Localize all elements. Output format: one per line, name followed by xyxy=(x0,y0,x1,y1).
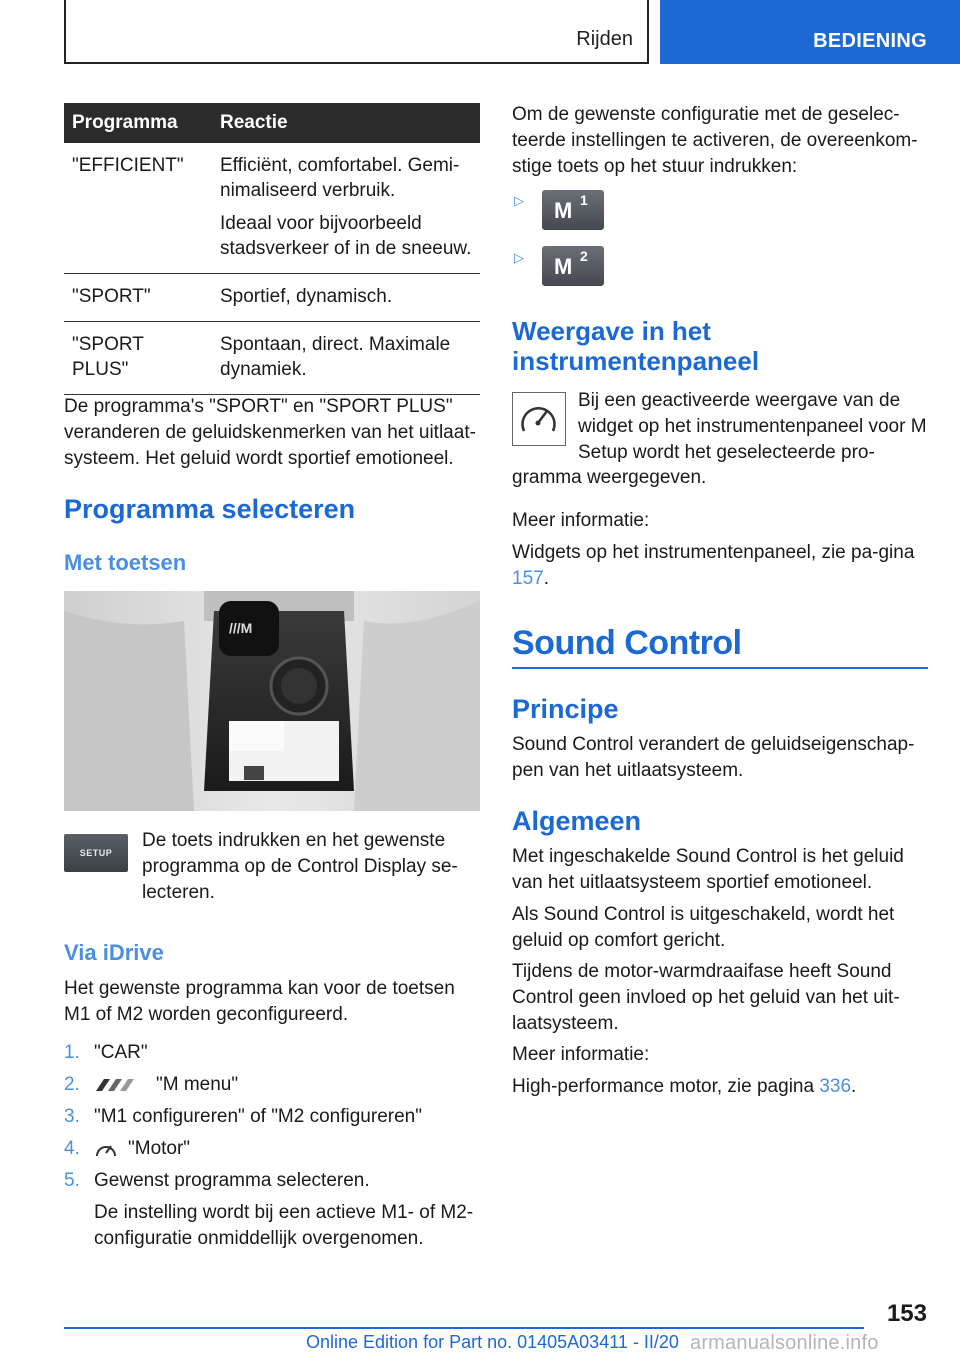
heading-via-idrive: Via iDrive xyxy=(64,940,164,965)
sound-intro-paragraph: De programma's "SPORT" en "SPORT PLUS" veranderen de geluidskenmerken van het uitlaat-systeem. Het geluid wordt sportief emotioneel. xyxy=(64,396,476,469)
config-intro-paragraph: Om de gewenste configuratie met de geselec-teerde instellingen te activeren, de overeenkom-stige toets op het stuur indrukken: xyxy=(512,104,918,177)
list-item xyxy=(64,1104,484,1130)
table-header-reaction: Reactie xyxy=(212,103,480,143)
m1-letter: M xyxy=(554,198,573,223)
page-number: 153 xyxy=(886,1300,927,1327)
gear-selector-photo xyxy=(64,591,480,811)
step-number: 4. xyxy=(64,1138,80,1159)
list-item xyxy=(64,1168,484,1252)
m2-letter: M xyxy=(554,254,573,279)
header-left-frame xyxy=(64,0,649,64)
gauge-icon xyxy=(513,393,564,444)
heading-general: Algemeen xyxy=(512,806,642,836)
program-table xyxy=(64,103,480,395)
setup-text: De toets indrukken en het gewenste programma op de Control Display se-lecteren. xyxy=(142,830,458,903)
step-number: 1. xyxy=(64,1042,80,1063)
more-info-label: Meer informatie: xyxy=(512,510,650,531)
section-label: Rijden xyxy=(576,28,633,50)
bullet-triangle-icon: ▷ xyxy=(514,193,524,208)
table-row xyxy=(64,274,480,322)
step-text: Gewenst programma selecteren. xyxy=(94,1170,370,1191)
more-info-text: Widgets op het instrumentenpaneel, zie pa-gina xyxy=(512,542,915,563)
more-info-text: High-performance motor, zie pagina xyxy=(512,1076,815,1097)
m1-number: 1 xyxy=(580,192,588,208)
table-row xyxy=(64,322,480,395)
gauge-icon-box xyxy=(512,392,566,446)
m2-number: 2 xyxy=(580,248,588,264)
step-text: "CAR" xyxy=(94,1042,148,1063)
heading-with-keys: Met toetsen xyxy=(64,550,187,575)
step-number: 3. xyxy=(64,1106,80,1127)
step-text: "M menu" xyxy=(156,1074,239,1095)
table-header-program: Programma xyxy=(64,103,212,143)
display-paragraph: Bij een geactiveerde weergave van de widget op het instrumentenpaneel voor M Setup wordt het geselecteerde pro- xyxy=(578,390,927,463)
speedometer-icon xyxy=(94,1139,118,1159)
step-number: 2. xyxy=(64,1074,80,1095)
more-info-motor: High-performance motor, zie pagina 336. xyxy=(512,1076,857,1097)
table-cell-program: "EFFICIENT" xyxy=(64,143,212,274)
chapter-label: BEDIENING xyxy=(813,30,927,52)
setup-text-line xyxy=(142,828,482,906)
more-info-widgets: Widgets op het instrumentenpaneel, zie pa-gina 157. xyxy=(512,542,915,589)
table-cell-program: "SPORT PLUS" xyxy=(64,322,212,395)
idrive-paragraph: Het gewenste programma kan voor de toetsen M1 of M2 worden geconfigureerd. xyxy=(64,978,455,1025)
footer-rule xyxy=(64,1327,864,1329)
setup-button-icon: SETUP xyxy=(64,834,128,872)
m1-button-icon xyxy=(542,190,604,230)
m-menu-icon xyxy=(94,1078,142,1092)
watermark-text: armanualsonline.info xyxy=(690,1332,879,1354)
table-cell-reaction xyxy=(212,143,480,274)
center-console-image xyxy=(64,591,480,811)
m2-button-icon xyxy=(542,246,604,286)
step-subtext: De instelling wordt bij een actieve M1- of M2-configuratie onmiddellijk overgenomen. xyxy=(94,1202,474,1249)
display-paragraph-end: gramma weergegeven. xyxy=(512,467,707,488)
heading-sound-control: Sound Control xyxy=(512,624,742,662)
reaction-text: Ideaal voor bijvoorbeeld stadsverkeer of in de sneeuw. xyxy=(220,213,472,259)
list-item xyxy=(64,1040,484,1066)
general-paragraph-2: Als Sound Control is uitgeschakeld, wordt het geluid op comfort gericht. xyxy=(512,904,895,951)
section-rule xyxy=(512,667,928,669)
reaction-text: Efficiënt, comfortabel. Gemi-nimaliseerd verbruik. xyxy=(220,155,460,201)
edition-text: Online Edition for Part no. 01405A03411 - II/20 xyxy=(306,1332,679,1352)
table-cell-program: "SPORT" xyxy=(64,274,212,322)
bullet-triangle-icon: ▷ xyxy=(514,250,524,265)
general-paragraph-1: Met ingeschakelde Sound Control is het geluid van het uitlaatsysteem sportief emotioneel. xyxy=(512,846,904,893)
heading-instrument-display: Weergave in het instrumentenpaneel xyxy=(512,316,760,376)
heading-program-select: Programma selecteren xyxy=(64,494,356,524)
heading-principle: Principe xyxy=(512,694,619,724)
header-chapter-tab xyxy=(660,0,960,64)
reaction-text: Spontaan, direct. Maximale dynamiek. xyxy=(220,334,451,380)
table-cell-reaction xyxy=(212,322,480,395)
step-text: "M1 configureren" of "M2 configureren" xyxy=(94,1106,422,1127)
page-link-336[interactable]: 336 xyxy=(819,1076,852,1097)
step-list xyxy=(64,1040,484,1258)
page-link-157[interactable]: 157 xyxy=(512,568,544,589)
more-info-label-2: Meer informatie: xyxy=(512,1044,650,1065)
step-number: 5. xyxy=(64,1170,80,1191)
table-row xyxy=(64,143,480,274)
reaction-text: Sportief, dynamisch. xyxy=(220,286,393,307)
table-cell-reaction xyxy=(212,274,480,322)
general-paragraph-3: Tijdens de motor-warmdraaifase heeft Sound Control geen invloed op het geluid van het uit-laatsysteem. xyxy=(512,961,900,1034)
principle-paragraph: Sound Control verandert de geluidseigenschap-pen van het uitlaatsysteem. xyxy=(512,734,915,781)
list-item xyxy=(64,1136,484,1162)
svg-text:///M: ///M xyxy=(229,620,253,636)
list-item xyxy=(64,1072,484,1098)
step-text: "Motor" xyxy=(128,1138,191,1159)
